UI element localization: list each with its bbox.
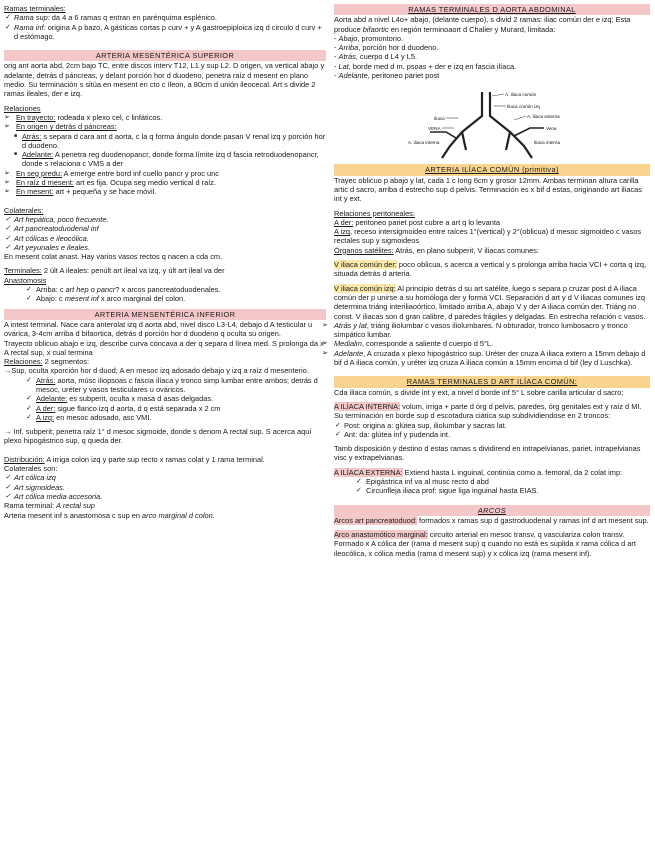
paragraph: orig ant aorta abd, 2cm bajo TC, entre discos interv T12, L1 y sup L2. D origen, va vertical abajo y adelante, detrás d páncreas, y delant porción hor d duodeno, penetra raíz d mesent en plano medio. Su terminación s sitúa en mesent en cto c íleon, a 80cm d unión ileocecal. Art s divide 2 ramas ileales, der e izq.: [4, 61, 325, 99]
list-item: ✓ Atrás: aorta, músc iliopsoas c fascia ilíaca y tronco simp lumbar entre ambos; detrás d mesoc, uréter y vasos testiculares u ováricos.: [26, 376, 326, 395]
diagram-label: Vena: [546, 126, 557, 132]
diagram-label: Iliaca: [434, 116, 445, 122]
label-leader: [492, 94, 504, 96]
paragraph: Distribución: A irriga colon izq y parte sup recto x ramas colat y 1 rama terminal.: [4, 454, 265, 464]
paragraph: A ILÍACA EXTERNA: Extiend hasta L inguinal, continúa como a. femoral, da 2 colat imp:: [334, 467, 623, 477]
int-troncos-list: [334, 421, 650, 440]
list-item: ➢ En trayecto: rodeada x plexo cel, c linfáticos.: [4, 113, 326, 122]
list-item: ■ Atrás: s separa d cara ant d aorta, c la q forma ángulo donde pasan V renal izq y porción hor d duodeno.: [4, 132, 326, 151]
aorta-right-branch: [490, 92, 532, 158]
left-column: [4, 4, 326, 520]
subsection-title: Colaterales son:: [4, 464, 58, 474]
list-item: ✓ Post: origina a: glútea sup, iliolumbar y sacras lat.: [334, 421, 650, 430]
list-item: ➢ Atrás y lat, triáng iliolumbar c vasos iliolumbares. N obturador, tronco lumbosacro y tronco simpático lumbar.: [322, 321, 650, 340]
paragraph: A der: peritoneo pariet post cubre a art q lo levanta: [334, 217, 500, 227]
paragraph: Arteria mesent inf s anastomosa c sup en arco marginal d colon.: [4, 510, 215, 520]
anastomosis-list: [4, 285, 326, 304]
colaterales-list: [4, 215, 326, 252]
list-item: - Arriba, porción hor d duodeno.: [334, 43, 439, 53]
paragraph: Cda iliaca común, s divide int y ext, a nivel d borde inf 5° L sobre carilla articular d sacro;: [334, 387, 624, 397]
paragraph: Relaciones: 2 segmentos:: [4, 357, 90, 367]
list-item: - Abajo, promontorio.: [334, 33, 404, 43]
section-header-ramas-iliaca: RAMAS TERMINALES D ART ILÍACA COMÚN:: [334, 376, 650, 387]
paragraph: Órganos satélites: Atrás, en plano subperit, V iliacas comunes:: [334, 245, 540, 255]
list-item: ✓ Adelante: es subperit, oculta x masa d asas delgadas.: [26, 394, 326, 403]
list-item: ✓ Arriba: c art hep o pancr? x arcos pancreatoduodenales.: [26, 285, 326, 294]
paragraph: Trayecto oblicuo abajo e izq, describe curva cóncava a der q separa d línea med. S prolonga da x A rectal sup, x cual termina: [4, 338, 324, 357]
section-header-aic: ARTERIA ILÍACA COMÚN (primitiva): [334, 164, 650, 175]
left-vein: [430, 132, 456, 138]
section-header-ami: ARTERIA MENSENTÉRICA INFERIOR: [4, 309, 326, 320]
relaciones-list-2: [4, 169, 326, 197]
paragraph: Arcos art pancreatoduod: formados x ramas sup d gastroduodenal y ramas inf d art mesent sup.: [334, 515, 649, 525]
paragraph: Aorta abd a nivel L4o+ abajo, (delante cuerpo), s divid 2 ramas: iliac común der e izq; Esta produce bifaortic en región terminoaort d Chalier y Murard, limitada:: [334, 15, 631, 34]
list-item: ✓ Art yeyunales e ileales.: [4, 243, 326, 252]
bifurcation-sketch: [334, 88, 650, 160]
paragraph: A ILÍACA INTERNA: volum, irriga + parte d órg d pelvis, paredes, órg genitales ext y raíz d MI. Su terminación en borde sup d escotadura ciática sup subdividiendose en 2 troncos:: [334, 401, 642, 421]
list-item: ✓ Art hepática, poco frecuente.: [4, 215, 326, 224]
list-item: ✓ Art cólicas e ileocólica.: [4, 234, 326, 243]
list-item: ➢ Adelante, A cruzada x plexo hipogástrico sup. Uréter der cruza A iliaca extern a 15mm debajo d bif d A iliaca común, y uréter izq cruza A iliaca común a 15mm encima d bif (ley d Luschka).: [322, 349, 650, 368]
section-header-ramas-aorta: RAMAS TERMINALES D AORTA ABDOMINAL: [334, 4, 650, 15]
diagram-label: A. iliaca interna: [408, 140, 440, 146]
ext-colat-list: [334, 477, 650, 496]
list-item: ✓ Art cólica izq: [4, 473, 326, 482]
paragraph: Arco anastomótico marginal: circuito arterial en mesoc transv, q vasculariza colon transv. Formado x A cólica der (rama d mesent sup) q cuando no está es suplida x rama cólica d art ileocólica, x cólica media (rama d mesent sup) y x cólica izq (rama mesent inf).: [334, 530, 636, 558]
diagram-label: Iliaca interna: [534, 140, 561, 146]
list-item: - Lat, borde med d m. psoas + der e izq en fascia ilíaca.: [334, 61, 517, 71]
right-internal-branch: [506, 132, 510, 150]
subsection-title: Relaciones: [4, 103, 41, 113]
paragraph: Trayec oblicuo p abajo y lat, cada 1 c long 6cm y grosor 12mm. Ambas terminan altura carilla artic d sacro, arriba d estrecho sup d pelvis. Terminación es x bif d estas, originando art iliacas int y ext.: [334, 175, 642, 204]
paragraph: V iliaca común izq: Al principio detrás d su art satélite, luego s separa p cruzar post d A iliaca común der p unirse a su homóloga der y forma VCI. Separación d art y d V iliacas comunes izq determina triáng interiliaoórtico, limitado arriba A, abajo V y der A iliaca común der. Triáng no const. V iliacas son d gran calibre, d paredes frágiles y delgadas. En estrecha relación c vasos.: [334, 283, 646, 321]
ami-sup-list: [4, 376, 326, 422]
list-item: ✓ Ant: da: glútea inf y pudenda int.: [334, 430, 650, 439]
list-item: ✓ Rama sup: da 4 a 6 ramas q entran en parénquima esplénico.: [4, 13, 326, 22]
paragraph: →Sup, oculta xporción hor d duod; A en mesoc izq adosado debajo y izq a raíz d mesenterio.: [4, 366, 309, 376]
paragraph: En mesent colat anast. Hay varios vasos rectos q nacen a cda cm.: [4, 252, 223, 262]
paragraph: Rama terminal: A rectal sup: [4, 501, 95, 511]
diagram-label: A. iliaca externa: [527, 114, 560, 120]
subsection-title: Anastomosis: [4, 275, 47, 285]
label-leader: [514, 116, 526, 120]
paragraph: Tamb disposición y destino d estas ramas s dividirend en intrapelvianas, pariet, intrapelvianas visc y extrapelvianas.: [334, 444, 641, 463]
diagram-label: VENA: [428, 126, 441, 132]
paragraph: A intest terminal. Nace cara anterolat izq d aorta abd, nivel disco L3-L4, debajo d A testicular u ovárica, 3-4cm arriba d bifaortica, detrás d porción hor d duodeno q oculta su origen.: [4, 319, 313, 339]
limites-list: [334, 34, 650, 80]
list-item: ✓ Abajo: c mesent inf x arco marginal del colon.: [26, 294, 326, 303]
ramas-terminales-title: Ramas terminales:: [4, 4, 66, 13]
list-item: ✓ Art sigmoideas.: [4, 483, 326, 492]
list-item: ➢ Medialm, corresponde a saliente d cuerpo d 5°L.: [322, 339, 650, 348]
right-column: [334, 4, 650, 558]
list-item: ✓ Art pancreatoduodenal inf: [4, 224, 326, 233]
right-vein: [514, 128, 544, 136]
paragraph: A izq, receso intersigmoideo entre raíces 1°(vertical) y 2°(oblicua) d mesoc sigmoideo c vasos rectales sup y sigmoideos: [334, 227, 642, 246]
list-item: ➢ En seg predu: A emerge entre bord inf cuello pancr y proc unc: [4, 169, 326, 178]
ramas-list: [4, 13, 326, 41]
list-item: ✓ Circunfleja iliaca prof: sigue liga inguinal hasta EIAS.: [356, 486, 650, 495]
paragraph: → Inf, subperit; penetra raíz 1° d mesoc sigmoide, donde s denom A rectal sup. S acerca aquí plexo hipogástrico sup, q queda der.: [4, 427, 312, 446]
list-item: ➢ En raíz d mesent: art es fija. Ocupa seg medio vertical d raíz.: [4, 178, 326, 187]
vi-relations-list: [322, 321, 650, 367]
list-item: ✓ Art cólica media accesoria.: [4, 492, 326, 501]
list-item: - Adelante, peritoneo pariet post: [334, 71, 440, 81]
relaciones-sublist: [4, 132, 326, 169]
list-item: ➢ En origen y detrás d páncreas:: [4, 122, 326, 131]
list-item: - Atrás, cuerpo d L4 y L5.: [334, 52, 417, 62]
list-item: ✓ Rama inf: origina A p bazo, A gásticas cortas p curv + y A gastroepiploica izq d circulo d curv + d estómago.: [4, 23, 326, 42]
paragraph: Terminales: 2 últ A ileales: penúlt art ileal va izq, y últ art ileal va der: [4, 266, 225, 276]
iliac-bifurcation-diagram: [334, 88, 650, 160]
relaciones-list: [4, 113, 326, 132]
diagram-label: A. iliaca común: [505, 92, 537, 98]
list-item: ■ Adelante: A penetra reg duodenopancr, donde forma límite izq d fascia retroduodenopancr, donde s relaciona c VMS a der: [4, 150, 326, 169]
section-header-arcos: ARCOS: [334, 505, 650, 516]
list-item: ➢ En mesent: art + pequeña y se hace móvil.: [4, 187, 326, 196]
list-item: ✓ A der: sigue flanco izq d aorta, d q está separada x 2 cm: [26, 404, 326, 413]
subsection-title: Colaterales:: [4, 205, 44, 215]
ami-colaterales-list: [4, 473, 326, 501]
section-header-ams: ARTERIA MESENTÉRICA SUPERIOR: [4, 50, 326, 61]
list-item: ✓ A izq: en mesoc adosado, asc VMI.: [26, 413, 326, 422]
diagram-label: Iliaca común izq: [507, 104, 540, 110]
paragraph: V iliaca común der: poco oblicua, s acerca a vertical y s prolonga arriba hacia VCI + corta q izq, situada detrás d arteria.: [334, 260, 647, 279]
list-item: ✓ Epigástrica inf va al musc recto d abd: [356, 477, 650, 486]
subsection-title: Relaciones peritoneales:: [334, 208, 415, 218]
left-internal-branch: [462, 132, 466, 150]
aorta-left-branch: [442, 92, 482, 158]
